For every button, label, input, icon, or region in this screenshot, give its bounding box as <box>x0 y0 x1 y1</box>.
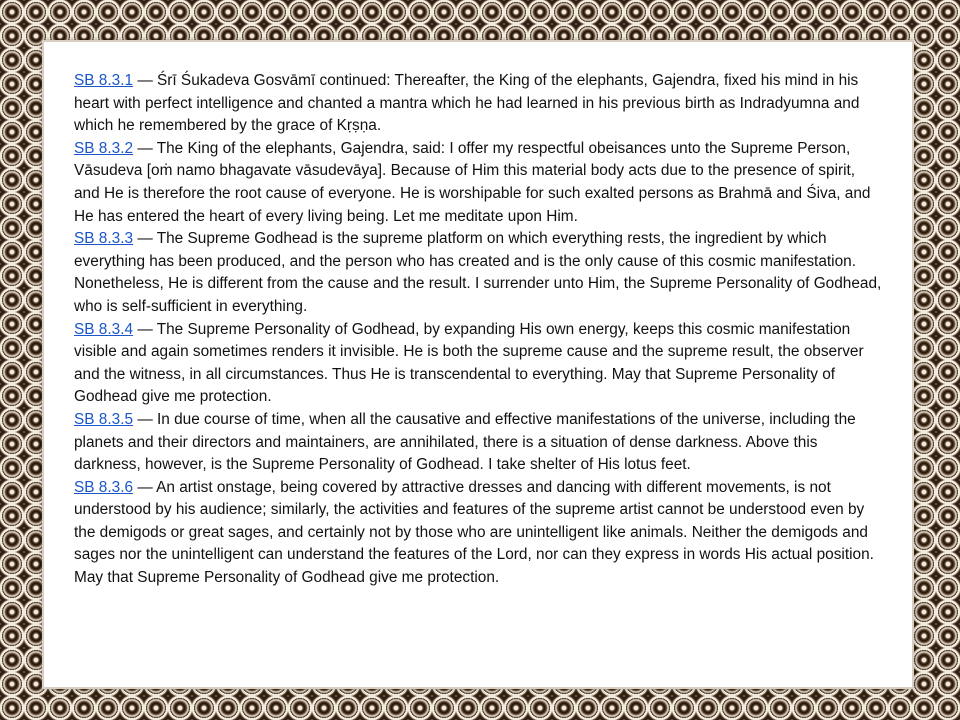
verse-text: — The Supreme Godhead is the supreme platform on which everything rests, the ingredient by which everything has been produced, and the person who has created and is the only cause of this cosmic manifestation. Nonetheless, He is different from the cause and the result. I surrender unto Him, the Supreme Personality of Godhead, who is self-sufficient in everything. <box>74 230 882 315</box>
verse-list <box>74 70 884 590</box>
verse-link[interactable]: SB 8.3.2 <box>74 139 134 157</box>
verse-link[interactable]: SB 8.3.6 <box>74 478 134 496</box>
verse-text: — Śrī Śukadeva Gosvāmī continued: Thereafter, the King of the elephants, Gajendra, fixed his mind in his heart with perfect intelligence and chanted a mantra which he had learned in his previous birth as Indradyumna and which he remembered by the grace of Kṛṣṇa. <box>74 72 860 135</box>
verse-item <box>74 319 884 409</box>
verse-text: — An artist onstage, being covered by attractive dresses and dancing with different movements, is not understood by his audience; similarly, the activities and features of the supreme artist cannot be understood even by the demigods or great sages, and certainly not by those who are unintelligent like animals. Neither the demigods and sages nor the unintelligent can understand the features of the Lord, nor can they express in words His actual position. May that Supreme Personality of Godhead give me protection. <box>74 478 874 587</box>
verse-link[interactable]: SB 8.3.1 <box>74 72 134 89</box>
verse-item <box>74 228 884 318</box>
verse-item <box>74 70 884 138</box>
verse-text: — The Supreme Personality of Godhead, by expanding His own energy, keeps this cosmic manifestation visible and again sometimes renders it invisible. He is both the supreme cause and the supreme result, the observer and the witness, in all circumstances. Thus He is transcendental to everything. May that Supreme Personality of Godhead give me protection. <box>74 320 864 406</box>
verse-item <box>74 138 884 228</box>
verse-link[interactable]: SB 8.3.5 <box>74 410 134 428</box>
verse-item <box>74 477 884 590</box>
verse-text: — In due course of time, when all the causative and effective manifestations of the universe, including the planets and their directors and maintainers, are annihilated, there is a situation of dense darkness. Above this darkness, however, is the Supreme Personality of Godhead. I take shelter of His lotus feet. <box>74 410 856 474</box>
verse-text: — The King of the elephants, Gajendra, said: I offer my respectful obeisances unto the Supreme Person, Vāsudeva [oṁ namo bhagavate vāsudevāya]. Because of Him this material body acts due to the presence of spirit, and He is therefore the root cause of everyone. He is worshipable for such exalted persons as Brahmā and Śiva, and He has entered the heart of every living being. Let me meditate upon Him. <box>74 139 871 225</box>
verse-link[interactable]: SB 8.3.4 <box>74 320 134 338</box>
verse-item <box>74 409 884 477</box>
verse-link[interactable]: SB 8.3.3 <box>74 230 134 248</box>
